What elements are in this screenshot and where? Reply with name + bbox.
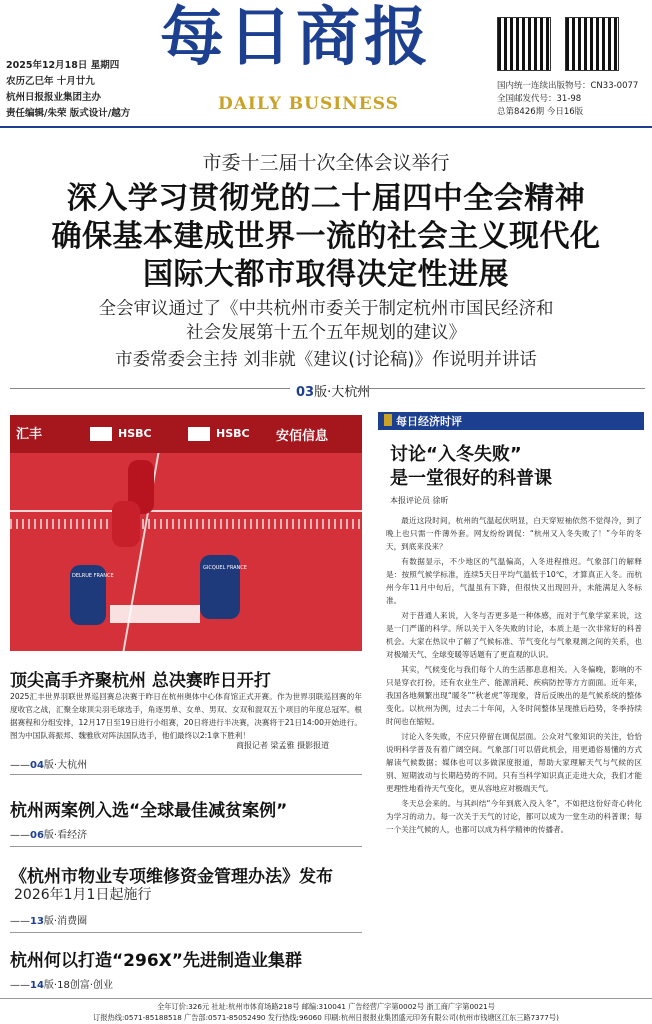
story1-credit: 商报记者 梁孟雅 摄影报道 xyxy=(236,741,330,750)
footer-row: 订报热线:0571-85188518 广告部:0571-85052490 发行热线:96060 印刷:杭州日报报业集团盛元印务有限公司(杭州市钱塘区江东三路7377号) xyxy=(93,1013,559,1022)
story4-title[interactable]: 杭州何以打造“296X”先进制造业集群 xyxy=(10,951,302,971)
page-number: 14 xyxy=(30,980,44,991)
issue-line: 总第8426期 今日16版 xyxy=(497,107,584,117)
column-title-2[interactable]: 是一堂很好的科普课 xyxy=(390,468,552,489)
column-paragraph: 冬天总会来的。与其纠结“今年到底入没入冬”，不如把这份好奇心转化为学习的动力。每一次关于天气的讨论，都可以成为一堂生动的科普课；每一个关注气候的人，也都可以成为科学精神的传播者。 xyxy=(386,799,642,834)
column-paragraph: 有数据显示，不少地区的气温偏高，入冬进程推迟。气象部门的解释是：按照气候学标准，连续5天日平均气温低于10℃，才算真正入冬。而杭州今年11月中旬后，气温虽有下降，但很快又出现回升，未能满足入冬标准。 xyxy=(386,557,642,605)
badminton-photo: 汇丰 HSBC HSBC 安佰信息 DELRUE FRANCE GICQUEL FRANCE xyxy=(10,415,362,651)
page-number: 03 xyxy=(296,385,315,400)
date-line: 2025年12月18日 星期四 xyxy=(6,60,120,71)
story3-page-ref[interactable]: ——13版·消费圈 xyxy=(10,916,88,927)
story4-page-ref[interactable]: ——14版·18创富·创业 xyxy=(10,980,114,991)
story2-page-ref[interactable]: ——06版·看经济 xyxy=(10,830,88,841)
story2-title[interactable]: 杭州两案例入选“全球最佳减贫案例” xyxy=(10,801,288,821)
footer xyxy=(0,1001,652,1024)
divider xyxy=(10,932,362,933)
shirt-text: GICQUEL FRANCE xyxy=(203,565,247,571)
page-number: 13 xyxy=(30,916,44,927)
page-section: 版·大杭州 xyxy=(314,385,371,400)
page-section: 版·18创富·创业 xyxy=(43,980,114,991)
footer-row: 全年订价:326元 社址:杭州市体育场路218号 邮编:310041 广告经营广字第0002号 浙工商广字第0021号 xyxy=(157,1002,495,1011)
lunar-date-line: 农历乙巳年 十月廿九 xyxy=(6,76,95,87)
banner-right: 安佰信息 xyxy=(276,429,329,444)
section-label: 每日经济时评 xyxy=(396,415,462,428)
page-section: 版·大杭州 xyxy=(43,760,88,771)
section-marker-icon xyxy=(384,414,392,426)
lead-headline-2: 确保基本建成世界一流的社会主义现代化 xyxy=(51,219,601,254)
column-body xyxy=(386,514,642,994)
masthead-title: 每日商报 xyxy=(160,0,432,75)
page-section: 版·看经济 xyxy=(43,830,88,841)
footer-rule xyxy=(0,998,652,999)
lead-headline-1: 深入学习贯彻党的二十届四中全会精神 xyxy=(66,181,586,216)
publisher-line: 杭州日报报业集团主办 xyxy=(6,92,102,103)
column-paragraph: 其实，气候变化与我们每个人的生活都息息相关。入冬偏晚，影响的不只是穿衣打扮，还有农业生产、能源消耗、疾病防控等方方面面。近年来，我国各地频繁出现“暖冬”“秋老虎”等现象，背后反映出的是气候系统的整体变化。以杭州为例，过去二十年间，入冬时间整体呈现推后趋势，冬季持续时间也在缩短。 xyxy=(386,665,642,726)
column-byline: 本报评论员 徐昕 xyxy=(390,496,449,505)
publication-info xyxy=(497,80,638,119)
lead-subhead-1: 全会审议通过了《中共杭州市委关于制定杭州市国民经济和 xyxy=(98,299,554,319)
postal-code-line: 全国邮发代号：31-98 xyxy=(497,94,582,104)
court-logo xyxy=(110,605,200,623)
page-number: 06 xyxy=(30,830,44,841)
player-figure xyxy=(112,501,140,547)
masthead-subtitle: DAILY BUSINESS xyxy=(218,94,399,114)
divider xyxy=(10,846,362,847)
page-section: 版·消费圈 xyxy=(43,916,88,927)
banner-hsbc: HSBC xyxy=(118,427,152,440)
divider xyxy=(10,388,290,389)
lead-page-ref[interactable] xyxy=(296,381,370,400)
date-block xyxy=(6,58,130,122)
story3-title[interactable]: 《杭州市物业专项维修资金管理办法》发布 xyxy=(10,867,333,887)
masthead-rule xyxy=(0,126,652,128)
story3-subtitle: 2026年1月1日起施行 xyxy=(14,887,152,903)
column-paragraph: 讨论入冬失败，不应只停留在调侃层面。公众对气象知识的关注，恰恰说明科学普及有着广阔空间。气象部门可以借此机会，用更通俗易懂的方式解读气候数据；媒体也可以多做深度报道，帮助大家理解天气与气候的区别、短期波动与长期趋势的不同。只有当科学知识真正走进大众，我们才能更理性地看待天气变化，更从容地应对极端天气。 xyxy=(386,732,642,793)
page-number: 04 xyxy=(30,760,44,771)
story1-body: 2025汇丰世界羽联世界巡回赛总决赛于昨日在杭州奥体中心体育馆正式开赛。作为世界羽联巡回赛的年度收官之战，汇聚全球顶尖羽毛球选手，角逐男单、女单、男双、女双和混双五个项目的年度总冠军。根据赛程和分组安排，12月17日至19日进行小组赛，20日将进行半决赛，决赛将于21日14:00开始进行。图为中国队蒋振邦、魏雅欣对阵法国队选手，他们最终以2:1拿下胜利！ xyxy=(10,692,362,740)
editor-line: 责任编辑/朱荣 版式设计/越方 xyxy=(6,108,131,119)
column-paragraph: 最近这段时间，杭州的气温起伏明显，白天穿短袖依然不觉得冷，到了晚上也只需一件薄外套。网友纷纷调侃：“杭州又入冬失败了！”今年的冬天，到底来没来？ xyxy=(386,516,642,551)
hsbc-logo-icon xyxy=(188,427,210,441)
column-title-1[interactable]: 讨论“入冬失败” xyxy=(390,444,522,465)
column-paragraph: 对于普通人来说，入冬与否更多是一种体感，而对于气象学家来说，这是一门严谨的科学。所以关于入冬失败的讨论，本质上是一次非常好的科普机会。大家在热议中了解了气候标准、节气变化与气象观测之间的关系，也对极端天气、全球变暖等话题有了更直观的认识。 xyxy=(386,611,642,659)
lead-headline-3: 国际大都市取得决定性进展 xyxy=(143,257,509,292)
divider xyxy=(10,774,362,775)
shirt-text: DELRUE FRANCE xyxy=(72,573,114,579)
lead-kicker: 市委十三届十次全体会议举行 xyxy=(202,152,450,174)
story1-title[interactable]: 顶尖高手齐聚杭州 总决赛昨日开打 xyxy=(10,671,271,691)
qr-code-icon xyxy=(497,17,551,71)
qr-code-icon xyxy=(565,17,619,71)
lead-subhead-3: 市委常委会主持 刘非就《建议(讨论稿)》作说明并讲话 xyxy=(115,350,537,370)
net xyxy=(10,519,362,529)
lead-subhead-2: 社会发展第十五个五年规划的建议》 xyxy=(186,323,466,343)
banner-text: 汇丰 xyxy=(16,427,43,442)
story1-page-ref[interactable]: ——04版·大杭州 xyxy=(10,760,88,771)
issn-line: 国内统一连续出版物号：CN33-0077 xyxy=(497,81,639,91)
hsbc-logo-icon xyxy=(90,427,112,441)
divider xyxy=(355,388,645,389)
